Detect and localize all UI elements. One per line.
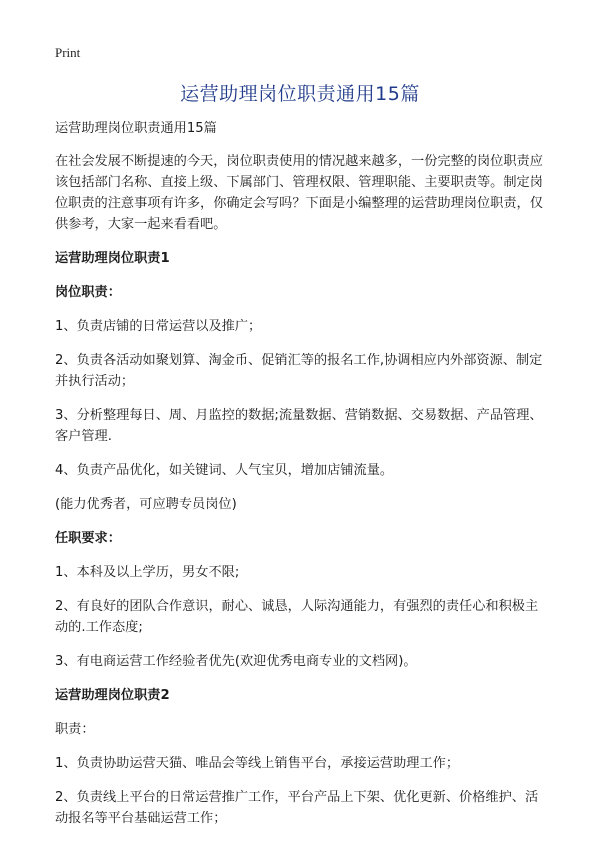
- section-heading: 运营助理岗位职责2: [55, 688, 170, 703]
- intro-paragraph: 在社会发展不断提速的今天，岗位职责使用的情况越来越多，一份完整的岗位职责应该包括部门名称、直接上级、下属部门、管理权限、管理职能、主要职责等。制定岗位职责的注意事项有许多，你确定会写吗？下面是小编整理的运营助理岗位职责，仅供参考，大家一起来看看吧。: [55, 154, 543, 232]
- requirement-item: 1、本科及以上学历，男女不限;: [55, 565, 240, 580]
- duties-heading: 职责：: [55, 722, 95, 737]
- document-body: [55, 118, 547, 842]
- print-label: Print: [55, 45, 81, 60]
- duty-note: (能力优秀者，可应聘专员岗位): [55, 497, 237, 512]
- requirements-heading: 任职要求：: [55, 531, 121, 546]
- requirement-item: 3、有电商运营工作经验者优先(欢迎优秀电商专业的文档网)。: [55, 654, 417, 669]
- duty-item: 2、负责各活动如聚划算、淘金币、促销汇等的报名工作,协调相应内外部资源、制定并执行活动；: [55, 353, 543, 389]
- document-title: 运营助理岗位职责通用15篇: [180, 83, 420, 105]
- requirement-item: 2、有良好的团队合作意识，耐心、诚恳，人际沟通能力，有强烈的责任心和积极主动的.工作态度;: [55, 599, 539, 635]
- duty-item: 2、负责线上平台的日常运营推广工作，平台产品上下架、优化更新、价格维护、活动报名等平台基础运营工作；: [55, 790, 539, 826]
- section-heading: 运营助理岗位职责1: [55, 251, 170, 266]
- document-subtitle: 运营助理岗位职责通用15篇: [55, 121, 217, 136]
- duties-heading: 岗位职责：: [55, 285, 121, 300]
- duty-item: 3、分析整理每日、周、月监控的数据;流量数据、营销数据、交易数据、产品管理、客户管理.: [55, 408, 543, 444]
- duty-item: 4、负责产品优化，如关键词、人气宝贝，增加店铺流量。: [55, 463, 394, 478]
- duty-item: 1、负责店铺的日常运营以及推广；: [55, 319, 262, 334]
- duty-item: 1、负责协助运营天猫、唯品会等线上销售平台，承接运营助理工作；: [55, 756, 460, 771]
